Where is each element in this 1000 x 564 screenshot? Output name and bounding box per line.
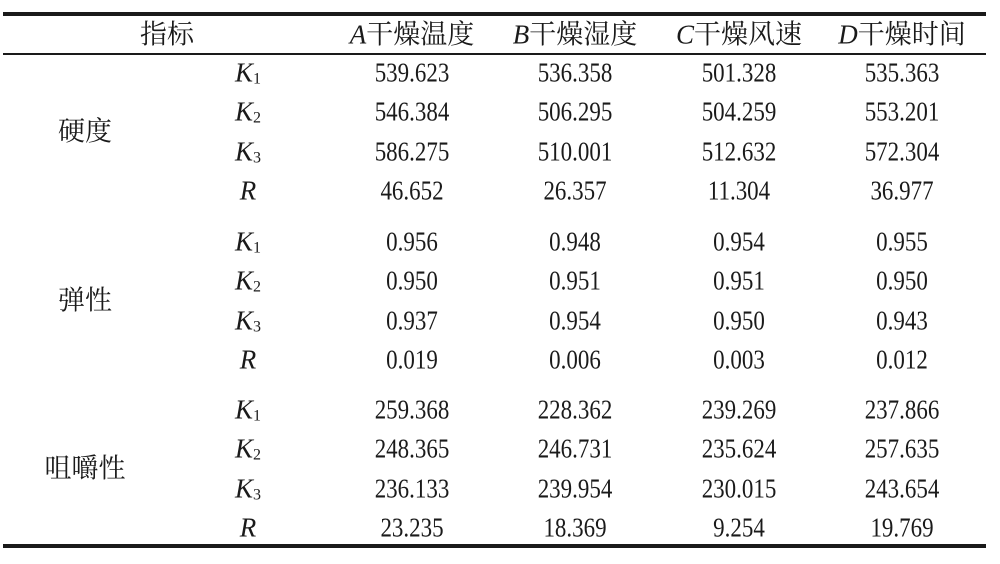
table-cell: 535.363 [864,57,940,88]
table-cell: 0.006 [549,344,601,375]
table-cell: 0.951 [549,265,601,296]
table-cell: 0.003 [713,344,765,375]
factor-label: $K_1$ [234,57,262,88]
factor-label: R [239,512,257,543]
header-rule [3,53,986,55]
factor-label: $K_2$ [234,96,262,127]
table-cell: 239.954 [537,473,613,504]
table-cell: 0.019 [386,344,438,375]
table-cell: 504.259 [701,96,777,127]
header-col-c: C干燥风速 [675,19,803,50]
table-cell: 0.950 [876,265,928,296]
factor-label: $K_3$ [234,305,262,336]
group-label: 弹性 [58,285,112,316]
group-label: 硬度 [58,116,112,147]
factor-label: $K_1$ [234,226,262,257]
table-cell: 510.001 [537,136,613,167]
table-cell: 23.235 [380,512,444,543]
table-cell: 572.304 [864,136,940,167]
table-cell: 246.731 [537,433,613,464]
table-cell: 539.623 [374,57,450,88]
header-col-a: A干燥温度 [349,19,475,50]
table-cell: 512.632 [701,136,777,167]
table-cell: 0.954 [549,305,601,336]
table-cell: 26.357 [543,175,607,206]
table-cell: 19.769 [870,512,934,543]
header-col-d: D干燥时间 [838,19,966,50]
factor-label: $K_2$ [234,433,262,464]
factor-label: $K_2$ [234,265,262,296]
table-cell: 237.866 [864,394,940,425]
table-cell: 243.654 [864,473,940,504]
table-cell: 0.956 [386,226,438,257]
table-cell: 235.624 [701,433,777,464]
table-cell: 259.368 [374,394,450,425]
table-cell: 36.977 [870,175,934,206]
header-col-b: B干燥湿度 [512,19,638,50]
table-cell: 9.254 [713,512,765,543]
table-cell: 0.950 [713,305,765,336]
table-cell: 257.635 [864,433,940,464]
table-cell: 11.304 [707,175,771,206]
table-cell: 239.269 [701,394,777,425]
table-cell: 236.133 [374,473,450,504]
table-cell: 501.328 [701,57,777,88]
top-rule [3,12,986,16]
table-cell: 506.295 [537,96,613,127]
table-cell: 228.362 [537,394,613,425]
table-cell: 546.384 [374,96,450,127]
factor-label: R [239,344,257,375]
table-cell: 0.954 [713,226,765,257]
table-cell: 18.369 [543,512,607,543]
table-cell: 248.365 [374,433,450,464]
table-cell: 586.275 [374,136,450,167]
table-cell: 0.012 [876,344,928,375]
factor-label: $K_3$ [234,473,262,504]
table-cell: 230.015 [701,473,777,504]
header-indicator: 指标 [140,19,194,50]
factor-label: $K_3$ [234,136,262,167]
table-cell: 553.201 [864,96,940,127]
table-cell: 0.937 [386,305,438,336]
factor-label: $K_1$ [234,394,262,425]
table-cell: 0.951 [713,265,765,296]
table-cell: 536.358 [537,57,613,88]
table-cell: 0.948 [549,226,601,257]
factor-label: R [239,175,257,206]
table-cell: 0.955 [876,226,928,257]
group-label: 咀嚼性 [44,453,126,484]
table-cell: 0.943 [876,305,928,336]
table-cell: 46.652 [380,175,444,206]
bottom-rule [3,544,986,548]
table-cell: 0.950 [386,265,438,296]
